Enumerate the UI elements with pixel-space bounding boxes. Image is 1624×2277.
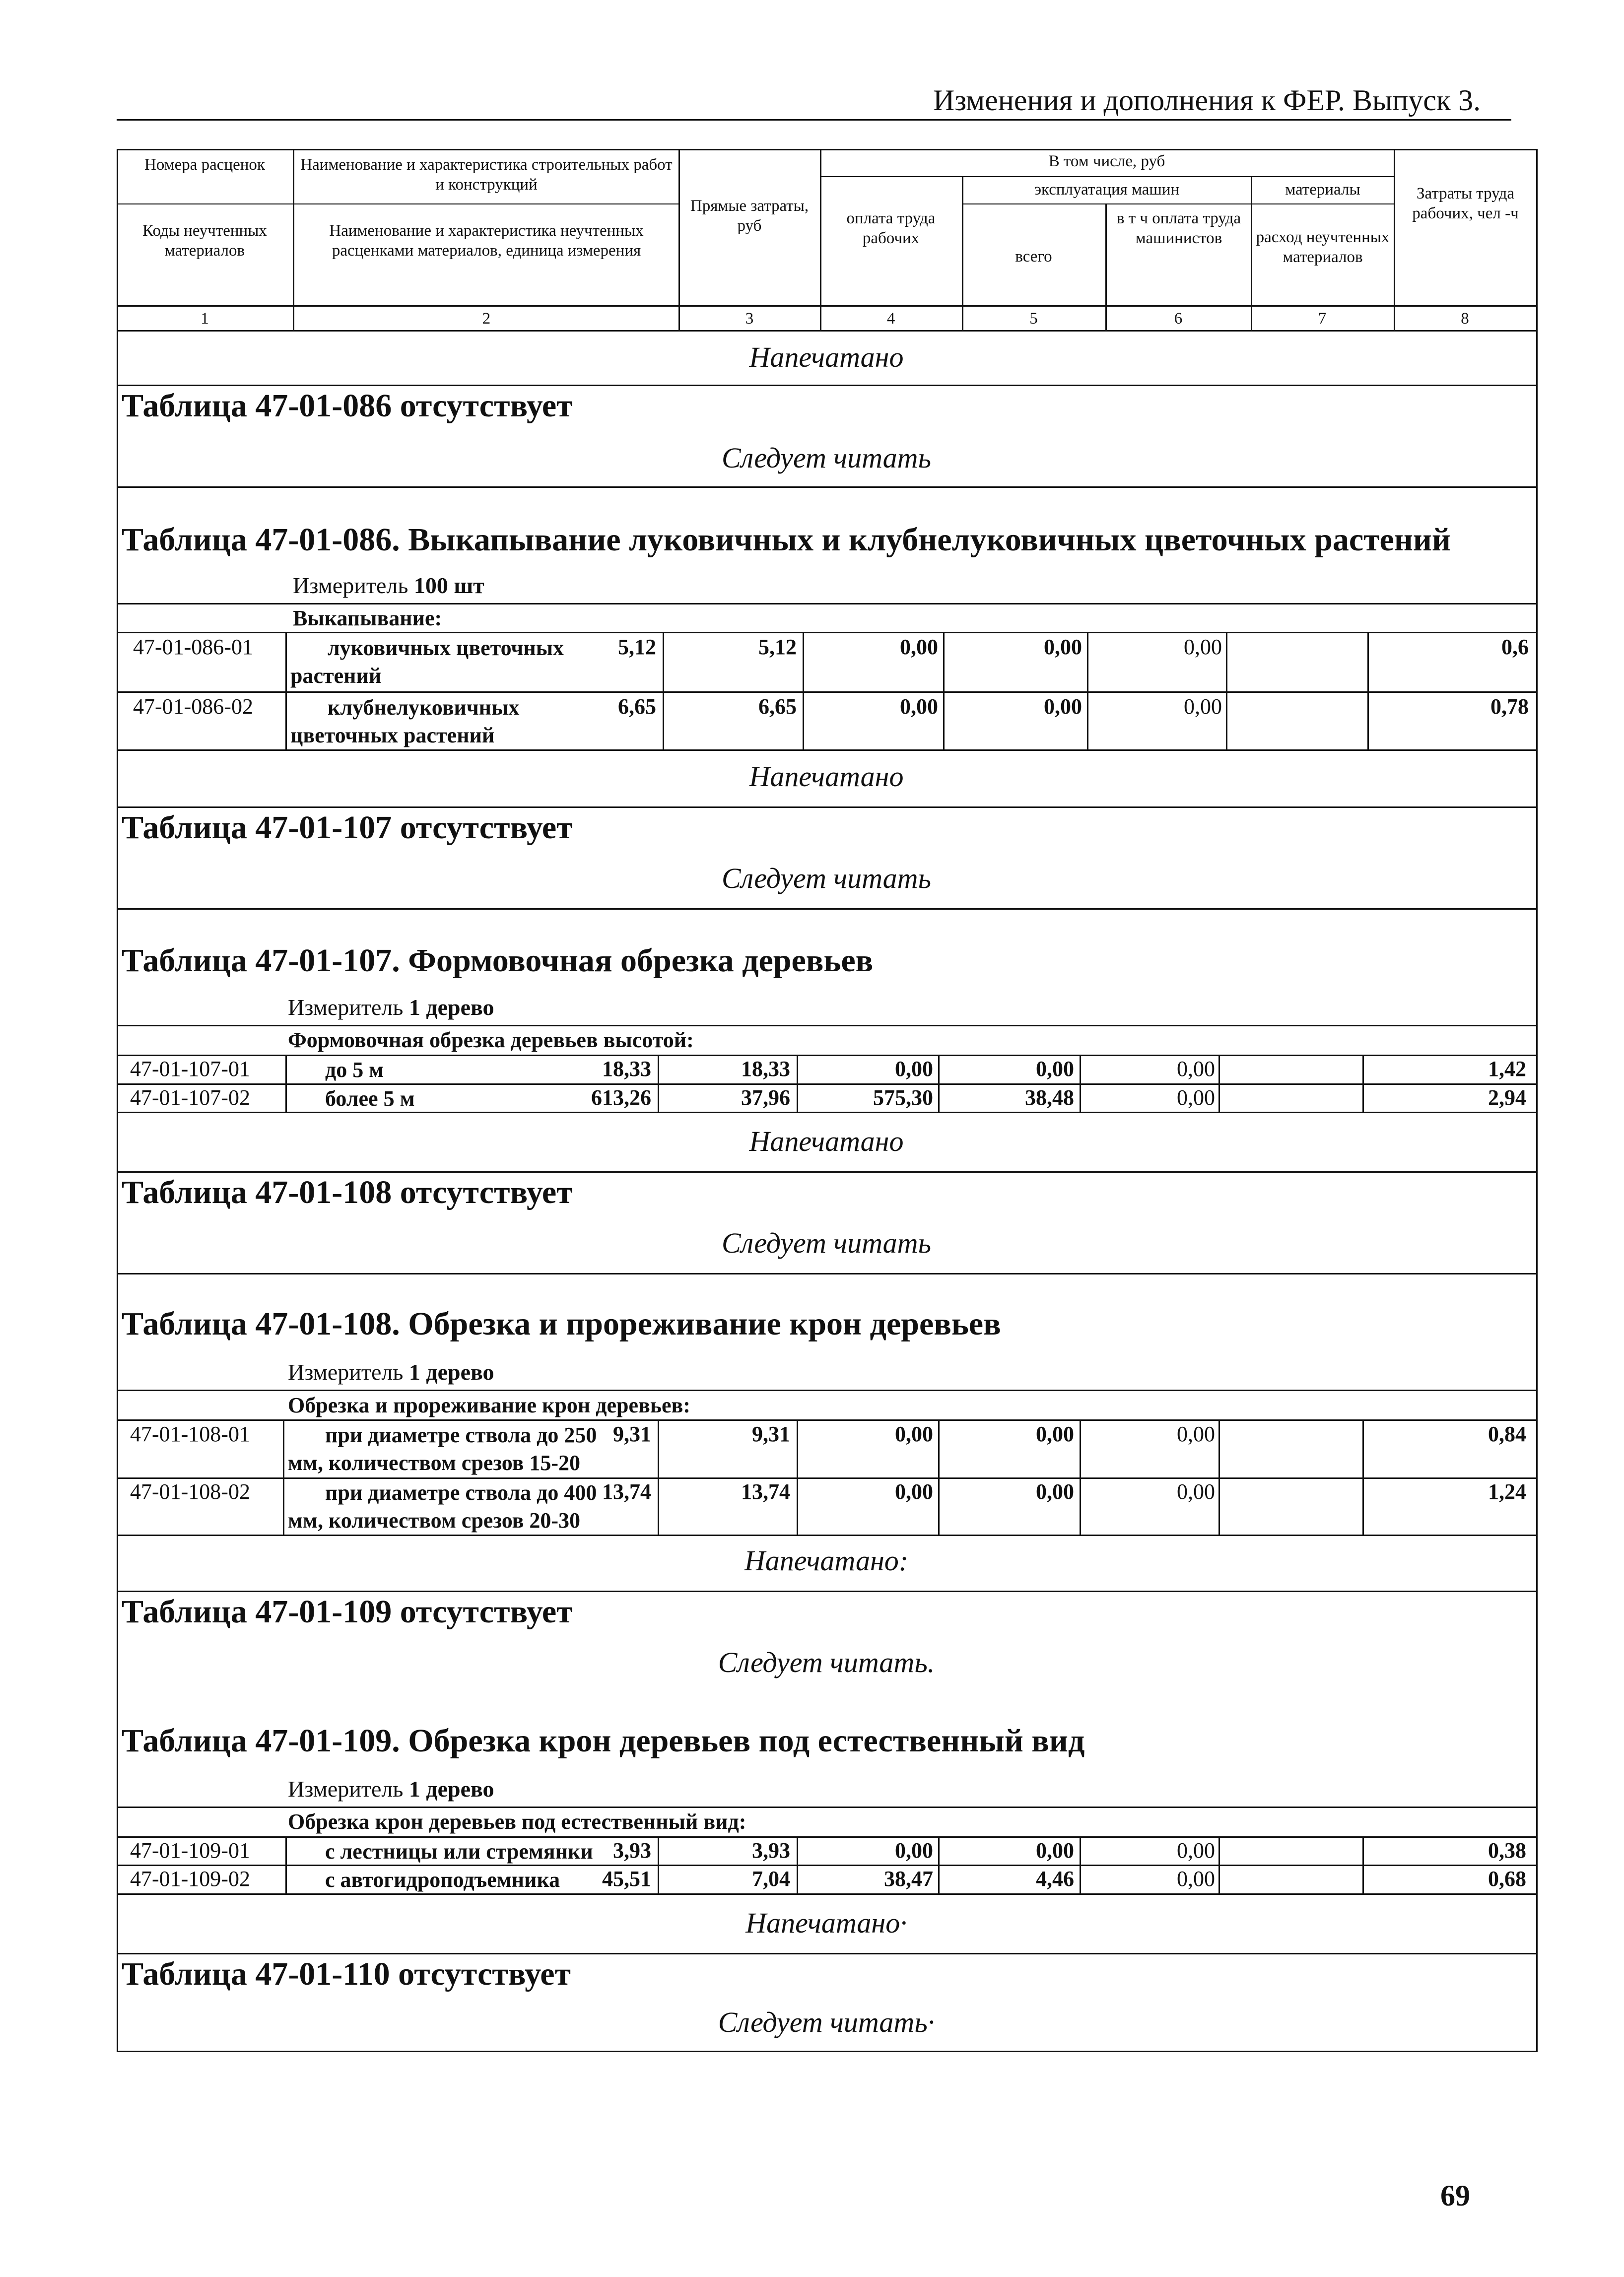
printed-label: Напечатано [749, 1125, 904, 1157]
row-materials: 0,00 [1177, 1867, 1215, 1891]
subheader: Обрезка и прореживание крон деревьев: [288, 1393, 690, 1417]
row-border [117, 1025, 1536, 1026]
section-rule [117, 486, 1536, 488]
row-machinist-pay: 0,00 [1036, 1422, 1074, 1446]
header-c1-bottom: Коды неучтенных материалов [142, 222, 267, 260]
col-border [1080, 1055, 1081, 1112]
frame-right [1536, 330, 1538, 2051]
unit-value: 100 шт [413, 573, 484, 598]
absent-title: Таблица 47-01-109 отсутствует [122, 1594, 573, 1630]
section-rule [117, 806, 1536, 808]
printed-label: Напечатано: [744, 1544, 909, 1577]
row-border [117, 1390, 1536, 1391]
row-labor-hours: 0,84 [1488, 1422, 1526, 1446]
printed-label: Напечатано· [745, 1907, 907, 1939]
row-code: 47-01-109-02 [130, 1867, 250, 1891]
row-name: луковичных цветочных [328, 636, 564, 660]
col-border [1362, 1836, 1364, 1893]
col-border [663, 632, 664, 749]
absent-title: Таблица 47-01-086 отсутствует [122, 388, 573, 424]
frame-bottom [117, 2051, 1538, 2052]
header-border [678, 149, 680, 330]
col-border [1226, 632, 1227, 749]
row-code: 47-01-107-01 [130, 1057, 250, 1081]
row-border [117, 1535, 1536, 1536]
row-materials: 0,00 [1184, 635, 1222, 659]
unit-label: Измеритель [288, 1776, 404, 1802]
row-labor-pay: 37,96 [741, 1085, 790, 1110]
header-border [1251, 176, 1252, 330]
row-direct-cost: 18,33 [602, 1057, 651, 1081]
read-label: Следует читать [722, 442, 931, 474]
row-name: растений [290, 664, 382, 688]
row-machinist-pay: 0,00 [1036, 1057, 1074, 1081]
col-border [285, 1055, 287, 1112]
col-border [938, 1836, 940, 1893]
section-rule [117, 385, 1536, 386]
header-col-number: 7 [1318, 310, 1327, 328]
unit-line [293, 572, 484, 599]
header-c6: в т ч оплата труда машинистов [1116, 209, 1241, 248]
header-col-number: 5 [1029, 310, 1038, 328]
section-rule [117, 908, 1536, 910]
row-name: при диаметре ствола до 400 [325, 1480, 597, 1505]
unit-label: Измеритель [293, 573, 408, 598]
col-border [658, 1419, 659, 1535]
row-machinist-pay: 0,00 [1036, 1479, 1074, 1504]
row-labor-hours: 0,6 [1501, 635, 1529, 659]
running-header-rule [117, 119, 1511, 121]
header-col-number: 1 [201, 310, 209, 328]
table-title: Таблица 47-01-107. Формовочная обрезка деревьев [122, 942, 874, 979]
row-border [117, 632, 1536, 633]
row-name: с лестницы или стремянки [325, 1839, 593, 1864]
header-machines: эксплуатация машин [1034, 181, 1180, 199]
header-border [117, 330, 1536, 332]
col-border [1087, 632, 1088, 749]
printed-label: Напечатано [749, 341, 904, 373]
header-border [117, 305, 1536, 307]
row-materials: 0,00 [1177, 1838, 1215, 1863]
row-machines-total: 575,30 [873, 1085, 933, 1110]
row-code: 47-01-086-02 [133, 694, 253, 719]
header-c7: расход неучтенных материалов [1256, 228, 1390, 267]
row-code: 47-01-107-02 [130, 1085, 250, 1110]
row-labor-hours: 1,24 [1488, 1479, 1526, 1504]
row-machinist-pay: 4,46 [1036, 1867, 1074, 1891]
header-col-number: 6 [1174, 310, 1183, 328]
row-direct-cost: 9,31 [613, 1422, 651, 1446]
col-border [1367, 632, 1369, 749]
table-title: Таблица 47-01-086. Выкапывание луковичных и клубнелуковичных цветочных растений [122, 522, 1451, 558]
section-rule [117, 1171, 1536, 1173]
row-labor-pay: 5,12 [758, 635, 797, 659]
row-machines-total: 0,00 [895, 1838, 933, 1863]
row-name: мм, количеством срезов 20-30 [288, 1508, 581, 1533]
row-direct-cost: 3,93 [613, 1838, 651, 1863]
row-name: более 5 м [325, 1086, 415, 1111]
col-border [1218, 1836, 1220, 1893]
col-border [1362, 1419, 1364, 1535]
section-rule [117, 1953, 1536, 1954]
unit-value: 1 дерево [408, 1776, 494, 1802]
row-code: 47-01-109-01 [130, 1838, 250, 1863]
unit-line [288, 1776, 494, 1802]
col-border [1218, 1419, 1220, 1535]
read-label: Следует читать [722, 862, 931, 894]
row-code: 47-01-086-01 [133, 635, 253, 659]
row-direct-cost: 45,51 [602, 1867, 651, 1891]
row-machines-total: 0,00 [895, 1057, 933, 1081]
section-rule [117, 1273, 1536, 1274]
header-col-number: 2 [482, 310, 491, 328]
row-name: цветочных растений [290, 723, 495, 747]
header-border [962, 203, 1394, 204]
row-name: при диаметре ствола до 250 [325, 1423, 597, 1447]
header-c5: всего [1015, 248, 1052, 266]
row-name: до 5 м [325, 1058, 384, 1082]
row-direct-cost: 13,74 [602, 1479, 651, 1504]
row-materials: 0,00 [1177, 1422, 1215, 1446]
col-border [658, 1836, 659, 1893]
col-border [1080, 1419, 1081, 1535]
row-labor-pay: 6,65 [758, 694, 797, 719]
header-col-number: 8 [1461, 310, 1469, 328]
col-border [285, 1836, 287, 1893]
header-c1-top: Номера расценок [144, 156, 265, 174]
unit-line [288, 994, 494, 1020]
row-labor-pay: 9,31 [752, 1422, 790, 1446]
row-direct-cost: 613,26 [591, 1085, 651, 1110]
header-border [117, 203, 678, 204]
header-border [293, 149, 294, 330]
header-border [117, 149, 1536, 150]
row-code: 47-01-108-02 [130, 1479, 250, 1504]
read-label: Следует читать· [718, 2006, 935, 2038]
row-materials: 0,00 [1184, 694, 1222, 719]
row-materials: 0,00 [1177, 1085, 1215, 1110]
col-border [1080, 1836, 1081, 1893]
row-labor-hours: 0,38 [1488, 1838, 1526, 1863]
row-labor-pay: 13,74 [741, 1479, 790, 1504]
unit-label: Измеритель [288, 995, 404, 1020]
col-border [803, 632, 804, 749]
col-border [283, 1419, 284, 1535]
row-machinist-pay: 0,00 [1044, 694, 1082, 719]
row-border [117, 603, 1536, 604]
header-c4: оплата труда рабочих [846, 209, 936, 248]
row-border [117, 1419, 1536, 1421]
header-materials: материалы [1285, 181, 1360, 199]
header-border [1536, 149, 1538, 330]
row-machinist-pay: 0,00 [1036, 1838, 1074, 1863]
header-col-number: 3 [745, 310, 754, 328]
running-header: Изменения и дополнения к ФЕР. Выпуск 3. [933, 84, 1481, 117]
table-title: Таблица 47-01-109. Обрезка крон деревьев под естественный вид [122, 1723, 1085, 1759]
header-col-number: 4 [886, 310, 895, 328]
col-border [797, 1055, 798, 1112]
row-border [117, 1807, 1536, 1808]
subheader: Обрезка крон деревьев под естественный вид: [288, 1809, 746, 1834]
col-border [797, 1419, 798, 1535]
row-border [117, 749, 1536, 751]
unit-line [288, 1359, 494, 1385]
subheader: Выкапывание: [293, 606, 442, 630]
row-labor-hours: 0,68 [1488, 1867, 1526, 1891]
table-title: Таблица 47-01-108. Обрезка и прореживание крон деревьев [122, 1306, 1001, 1342]
row-machines-total: 0,00 [900, 635, 938, 659]
row-labor-pay: 3,93 [752, 1838, 790, 1863]
unit-value: 1 дерево [408, 1359, 494, 1385]
header-border [962, 176, 963, 330]
row-code: 47-01-108-01 [130, 1422, 250, 1446]
row-labor-hours: 1,42 [1488, 1057, 1526, 1081]
row-machines-total: 0,00 [900, 694, 938, 719]
header-group: В том числе, руб [1048, 152, 1165, 170]
printed-label: Напечатано [749, 760, 904, 793]
row-name: с автогидроподъемника [325, 1868, 560, 1892]
header-border [117, 149, 118, 330]
frame-left [117, 330, 118, 2051]
col-border [658, 1055, 659, 1112]
col-border [943, 632, 945, 749]
row-machines-total: 38,47 [884, 1867, 933, 1891]
read-label: Следует читать [722, 1227, 931, 1259]
header-c3: Прямые затраты, руб [690, 197, 809, 235]
header-border [1394, 149, 1395, 330]
row-direct-cost: 5,12 [618, 635, 656, 659]
col-border [938, 1419, 940, 1535]
col-border [797, 1836, 798, 1893]
section-rule [117, 1591, 1536, 1592]
absent-title: Таблица 47-01-108 отсутствует [122, 1174, 573, 1210]
read-label: Следует читать. [718, 1646, 935, 1678]
header-border [820, 176, 1394, 177]
row-materials: 0,00 [1177, 1479, 1215, 1504]
col-border [285, 632, 287, 749]
col-border [938, 1055, 940, 1112]
row-direct-cost: 6,65 [618, 694, 656, 719]
header-c2-bottom: Наименование и характеристика неучтенных расценками материалов, единица измерения [329, 222, 644, 260]
unit-label: Измеритель [288, 1359, 404, 1385]
row-machinist-pay: 0,00 [1044, 635, 1082, 659]
row-labor-pay: 18,33 [741, 1057, 790, 1081]
row-machinist-pay: 38,48 [1025, 1085, 1074, 1110]
row-border [117, 691, 1536, 693]
col-border [1362, 1055, 1364, 1112]
subheader: Формовочная обрезка деревьев высотой: [288, 1028, 694, 1052]
row-name: мм, количеством срезов 15-20 [288, 1451, 581, 1475]
unit-value: 1 дерево [408, 995, 494, 1020]
row-labor-hours: 0,78 [1490, 694, 1529, 719]
row-labor-hours: 2,94 [1488, 1085, 1526, 1110]
row-labor-pay: 7,04 [752, 1867, 790, 1891]
row-materials: 0,00 [1177, 1057, 1215, 1081]
row-machines-total: 0,00 [895, 1422, 933, 1446]
row-name: клубнелуковичных [328, 695, 520, 720]
absent-title: Таблица 47-01-110 отсутствует [122, 1956, 571, 1992]
page-number: 69 [1440, 2179, 1470, 2212]
col-border [1218, 1055, 1220, 1112]
row-machines-total: 0,00 [895, 1479, 933, 1504]
header-c8: Затраты труда рабочих, чел -ч [1412, 185, 1519, 223]
header-c2-top: Наименование и характеристика строительных работ и конструкций [300, 156, 673, 194]
absent-title: Таблица 47-01-107 отсутствует [122, 809, 573, 846]
